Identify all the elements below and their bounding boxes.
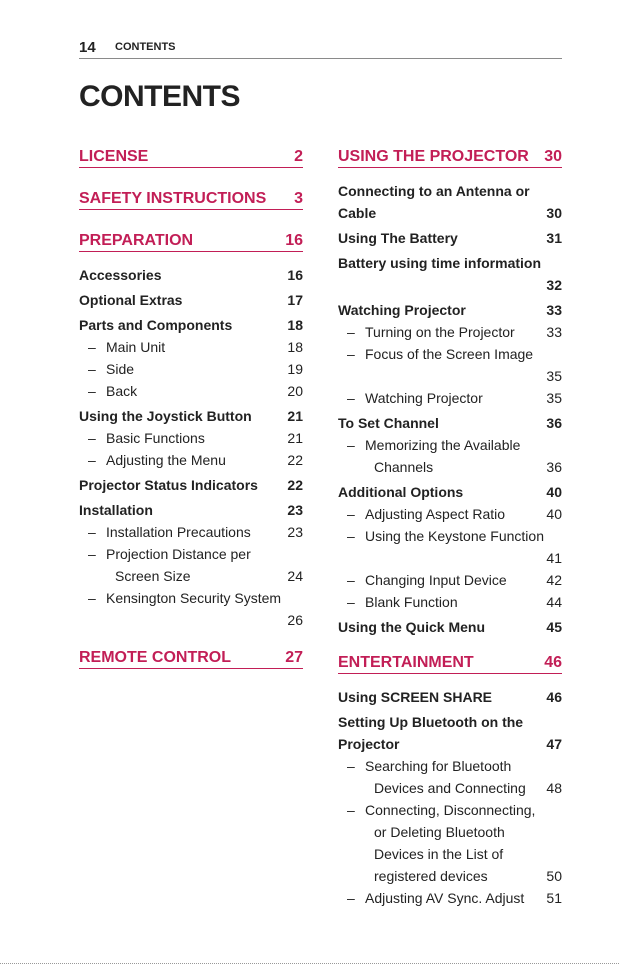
toc-page-number: 32	[546, 277, 562, 293]
toc-entry-title: Devices in the List of	[374, 846, 504, 862]
toc-entry-title: Connecting, Disconnecting,	[365, 802, 536, 818]
toc-subentry-blank-function[interactable]	[338, 591, 562, 613]
toc-entry-title: Watching Projector	[365, 390, 483, 406]
toc-page-number: 35	[546, 368, 562, 384]
toc-subentry-deleting-bluetooth[interactable]	[338, 799, 562, 821]
toc-page-number: 46	[546, 689, 562, 705]
toc-page-number: 20	[287, 383, 303, 399]
dash-glyph: –	[88, 383, 96, 399]
dash-glyph: –	[347, 802, 355, 818]
page-header	[79, 38, 562, 59]
toc-section-remote-control[interactable]	[79, 641, 303, 669]
toc-page-number: 23	[287, 502, 303, 518]
dash-glyph: –	[88, 590, 96, 606]
toc-section-preparation[interactable]	[79, 224, 303, 252]
toc-page-number: 23	[287, 524, 303, 540]
page-number: 14	[79, 39, 96, 56]
toc-page-number: 41	[546, 550, 562, 566]
toc-entry-bluetooth[interactable]	[338, 711, 562, 733]
toc-entry-title: Adjusting Aspect Ratio	[365, 506, 506, 522]
toc-entry-title: Additional Options	[338, 484, 464, 500]
dash-glyph: –	[88, 546, 96, 562]
toc-entry-title: Channels	[374, 459, 434, 475]
toc-subentry-kensington-page[interactable]	[79, 609, 303, 631]
toc-page-number: 51	[546, 890, 562, 906]
toc-entry-title: Connecting to an Antenna or	[338, 183, 530, 199]
toc-entry-title: Focus of the Screen Image	[365, 346, 534, 362]
toc-page-number: 40	[546, 506, 562, 522]
toc-subentry-focus-page[interactable]	[338, 365, 562, 387]
toc-entry-title: Installation Precautions	[106, 524, 251, 540]
spacer	[338, 638, 562, 646]
toc-entry-title: Devices and Connecting	[374, 780, 526, 796]
toc-entry-title: Setting Up Bluetooth on the	[338, 714, 524, 730]
dash-glyph: –	[347, 890, 355, 906]
toc-section-license[interactable]	[79, 140, 303, 168]
toc-entry-title: Parts and Components	[79, 317, 233, 333]
toc-entry-quick-menu[interactable]	[338, 616, 562, 638]
toc-page-number: 35	[546, 390, 562, 406]
toc-subentry-deleting-bluetooth-cont[interactable]	[338, 843, 562, 865]
toc-section-title: LICENSE	[79, 148, 149, 165]
toc-subentry-focus[interactable]	[338, 343, 562, 365]
dash-glyph: –	[88, 339, 96, 355]
toc-page-number: 46	[544, 654, 562, 671]
toc-entry-title: Battery using time information	[338, 255, 542, 271]
toc-entry-title: Projector	[338, 736, 400, 752]
toc-entry-title: Installation	[79, 502, 153, 518]
toc-entry-title: Accessories	[79, 267, 162, 283]
toc-subentry-keystone-page[interactable]	[338, 547, 562, 569]
toc-page-number: 19	[287, 361, 303, 377]
toc-page-number: 21	[287, 430, 303, 446]
toc-entry-title: Back	[106, 383, 138, 399]
page-bottom-rule	[0, 963, 619, 964]
toc-subentry-watching[interactable]	[338, 387, 562, 409]
toc-page-number: 22	[287, 452, 303, 468]
toc-subentry-precautions[interactable]	[79, 521, 303, 543]
toc-page-number: 30	[546, 205, 562, 221]
toc-subentry-aspect-ratio[interactable]	[338, 503, 562, 525]
dash-glyph: –	[88, 361, 96, 377]
dash-glyph: –	[347, 390, 355, 406]
toc-subentry-projection-distance-cont[interactable]	[79, 565, 303, 587]
toc-entry-title: Screen Size	[115, 568, 191, 584]
toc-page-number: 18	[287, 317, 303, 333]
dash-glyph: –	[88, 430, 96, 446]
toc-page-number: 36	[546, 415, 562, 431]
toc-entry-title: Projector Status Indicators	[79, 477, 258, 493]
toc-section-safety[interactable]	[79, 182, 303, 210]
toc-page-number: 17	[287, 292, 303, 308]
toc-page-number: 33	[546, 302, 562, 318]
toc-entry-optional-extras[interactable]	[79, 289, 303, 311]
dash-glyph: –	[88, 524, 96, 540]
toc-subentry-deleting-bluetooth-cont[interactable]	[338, 865, 562, 887]
toc-page-number: 18	[287, 339, 303, 355]
toc-entry-additional-options[interactable]	[338, 481, 562, 503]
toc-entry-title: Basic Functions	[106, 430, 205, 446]
dash-glyph: –	[347, 506, 355, 522]
toc-entry-title: or Deleting Bluetooth	[374, 824, 505, 840]
toc-subentry-av-sync[interactable]	[338, 887, 562, 909]
toc-page-number: 27	[285, 649, 303, 666]
toc-subentry-searching-bluetooth[interactable]	[338, 755, 562, 777]
toc-entry-title: Using the Joystick Button	[79, 408, 252, 424]
toc-entry-title: Changing Input Device	[365, 572, 507, 588]
dash-glyph: –	[88, 452, 96, 468]
running-head: CONTENTS	[115, 41, 176, 53]
toc-subentry-basic-functions[interactable]	[79, 427, 303, 449]
toc-entry-installation[interactable]	[79, 499, 303, 521]
toc-page-number: 45	[546, 619, 562, 635]
toc-subentry-main-unit[interactable]	[79, 336, 303, 358]
toc-entry-title: registered devices	[374, 868, 488, 884]
toc-subentry-back[interactable]	[79, 380, 303, 402]
toc-page-number: 48	[546, 780, 562, 796]
toc-page-number: 44	[546, 594, 562, 610]
toc-entry-battery-time[interactable]	[338, 252, 562, 274]
toc-entry-title: Adjusting the Menu	[106, 452, 226, 468]
toc-page-number: 2	[294, 148, 303, 165]
toc-page-number: 50	[546, 868, 562, 884]
toc-entry-title: Searching for Bluetooth	[365, 758, 512, 774]
toc-entry-title: Projection Distance per	[106, 546, 251, 562]
toc-page-number: 26	[287, 612, 303, 628]
toc-left-column	[79, 140, 303, 681]
toc-section-title: USING THE PROJECTOR	[338, 148, 529, 165]
toc-subentry-kensington[interactable]	[79, 587, 303, 609]
toc-subentry-memorizing[interactable]	[338, 434, 562, 456]
toc-entry-title: Using the Keystone Function	[365, 528, 544, 544]
toc-right-column	[338, 140, 562, 909]
toc-entry-title: Memorizing the Available	[365, 437, 521, 453]
toc-entry-status-indicators[interactable]	[79, 474, 303, 496]
toc-entry-joystick[interactable]	[79, 405, 303, 427]
dash-glyph: –	[347, 324, 355, 340]
toc-subentry-searching-bluetooth-cont[interactable]	[338, 777, 562, 799]
toc-section-entertainment[interactable]	[338, 646, 562, 674]
toc-entry-accessories[interactable]	[79, 264, 303, 286]
toc-entry-title: Blank Function	[365, 594, 458, 610]
toc-page-number: 22	[287, 477, 303, 493]
toc-entry-watching[interactable]	[338, 299, 562, 321]
toc-subentry-side[interactable]	[79, 358, 303, 380]
toc-entry-title: Adjusting AV Sync. Adjust	[365, 890, 525, 906]
toc-page-number: 16	[285, 232, 303, 249]
toc-entry-screen-share[interactable]	[338, 686, 562, 708]
toc-subentry-adjusting-menu[interactable]	[79, 449, 303, 471]
toc-entry-title: Turning on the Projector	[365, 324, 515, 340]
dash-glyph: –	[347, 346, 355, 362]
toc-entry-title: Side	[106, 361, 135, 377]
toc-entry-title: Watching Projector	[338, 302, 466, 318]
toc-page-number: 36	[546, 459, 562, 475]
toc-section-title: SAFETY INSTRUCTIONS	[79, 190, 267, 207]
toc-subentry-turning-on[interactable]	[338, 321, 562, 343]
toc-subentry-projection-distance[interactable]	[79, 543, 303, 565]
toc-page-number: 21	[287, 408, 303, 424]
toc-page-number: 33	[546, 324, 562, 340]
dash-glyph: –	[347, 437, 355, 453]
toc-entry-title: Main Unit	[106, 339, 166, 355]
toc-page-number: 47	[546, 736, 562, 752]
dash-glyph: –	[347, 572, 355, 588]
toc-entry-title: Kensington Security System	[106, 590, 282, 606]
toc-subentry-keystone[interactable]	[338, 525, 562, 547]
toc-entry-set-channel[interactable]	[338, 412, 562, 434]
toc-entry-title: Cable	[338, 205, 377, 221]
dash-glyph: –	[347, 528, 355, 544]
toc-entry-antenna[interactable]	[338, 180, 562, 202]
toc-page-number: 3	[294, 190, 303, 207]
toc-page-number: 31	[546, 230, 562, 246]
page-title: CONTENTS	[79, 80, 240, 113]
toc-entry-title: Optional Extras	[79, 292, 183, 308]
toc-page-number: 40	[546, 484, 562, 500]
toc-entry-title: Using The Battery	[338, 230, 458, 246]
toc-entry-battery[interactable]	[338, 227, 562, 249]
toc-entry-antenna-cont[interactable]	[338, 202, 562, 224]
toc-entry-title: Using SCREEN SHARE	[338, 689, 493, 705]
dash-glyph: –	[347, 758, 355, 774]
toc-subentry-deleting-bluetooth-cont[interactable]	[338, 821, 562, 843]
toc-section-title: ENTERTAINMENT	[338, 654, 474, 671]
spacer	[79, 631, 303, 641]
toc-subentry-input-device[interactable]	[338, 569, 562, 591]
toc-subentry-memorizing-cont[interactable]	[338, 456, 562, 478]
toc-page-number: 24	[287, 568, 303, 584]
toc-entry-title: To Set Channel	[338, 415, 439, 431]
toc-section-title: PREPARATION	[79, 232, 194, 249]
toc-section-using-projector[interactable]	[338, 140, 562, 168]
toc-entry-title: Using the Quick Menu	[338, 619, 486, 635]
dash-glyph: –	[347, 594, 355, 610]
toc-page-number: 42	[546, 572, 562, 588]
toc-entry-battery-time-page[interactable]	[338, 274, 562, 296]
toc-section-title: REMOTE CONTROL	[79, 649, 231, 666]
toc-entry-bluetooth-cont[interactable]	[338, 733, 562, 755]
toc-page-number: 30	[544, 148, 562, 165]
toc-page-number: 16	[287, 267, 303, 283]
toc-entry-parts[interactable]	[79, 314, 303, 336]
